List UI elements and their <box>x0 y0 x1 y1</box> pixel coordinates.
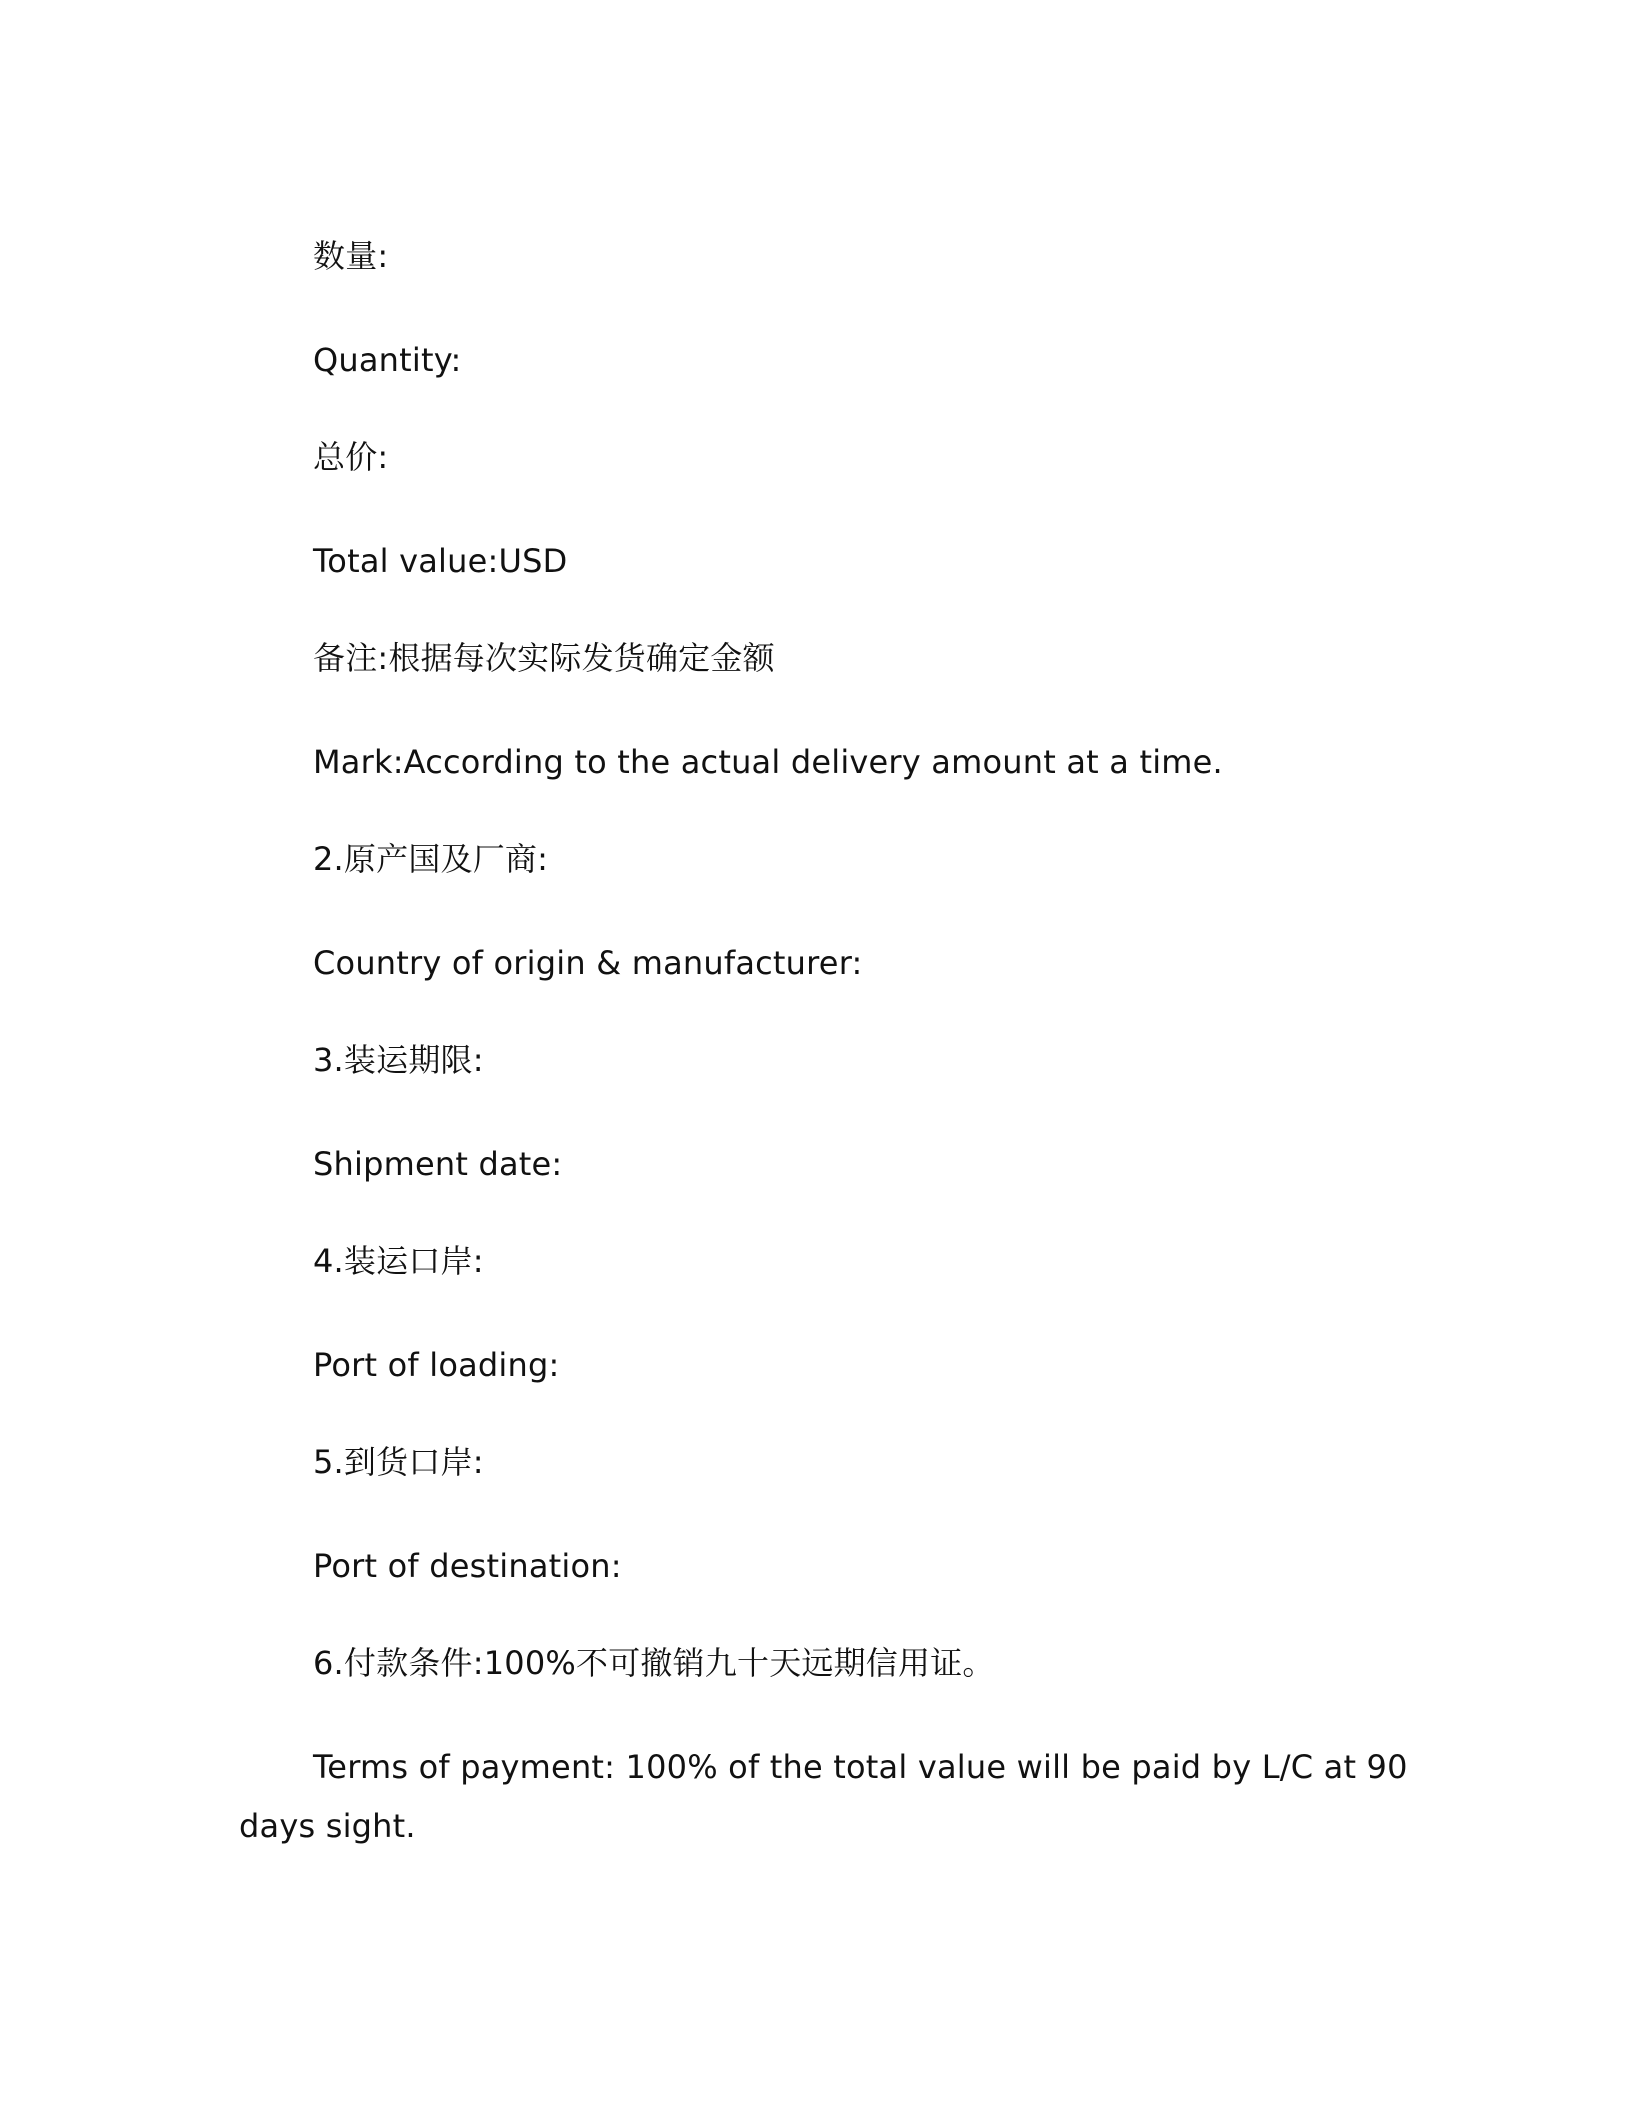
payment-terms-en-continuation: days sight. <box>239 1807 416 1845</box>
total-value-label-en: Total value:USD <box>313 542 568 580</box>
quantity-label-cn: 数量: <box>313 237 389 275</box>
shipment-date-label-en: Shipment date: <box>313 1145 563 1183</box>
port-of-destination-label-en: Port of destination: <box>313 1547 622 1585</box>
port-of-destination-label-cn: 5.到货口岸: <box>313 1443 484 1481</box>
quantity-label-en: Quantity: <box>313 341 462 379</box>
payment-terms-en: Terms of payment: 100% of the total value will be paid by L/C at 90 <box>313 1748 1408 1786</box>
port-of-loading-label-en: Port of loading: <box>313 1346 560 1384</box>
total-value-label-cn: 总价: <box>313 438 389 476</box>
payment-terms-cn: 6.付款条件:100%不可撤销九十天远期信用证。 <box>313 1644 995 1682</box>
port-of-loading-label-cn: 4.装运口岸: <box>313 1242 484 1280</box>
origin-label-en: Country of origin & manufacturer: <box>313 944 863 982</box>
origin-label-cn: 2.原产国及厂商: <box>313 840 549 878</box>
shipment-date-label-cn: 3.装运期限: <box>313 1041 484 1079</box>
remark-en: Mark:According to the actual delivery amount at a time. <box>313 743 1223 781</box>
remark-cn: 备注:根据每次实际发货确定金额 <box>313 639 775 677</box>
